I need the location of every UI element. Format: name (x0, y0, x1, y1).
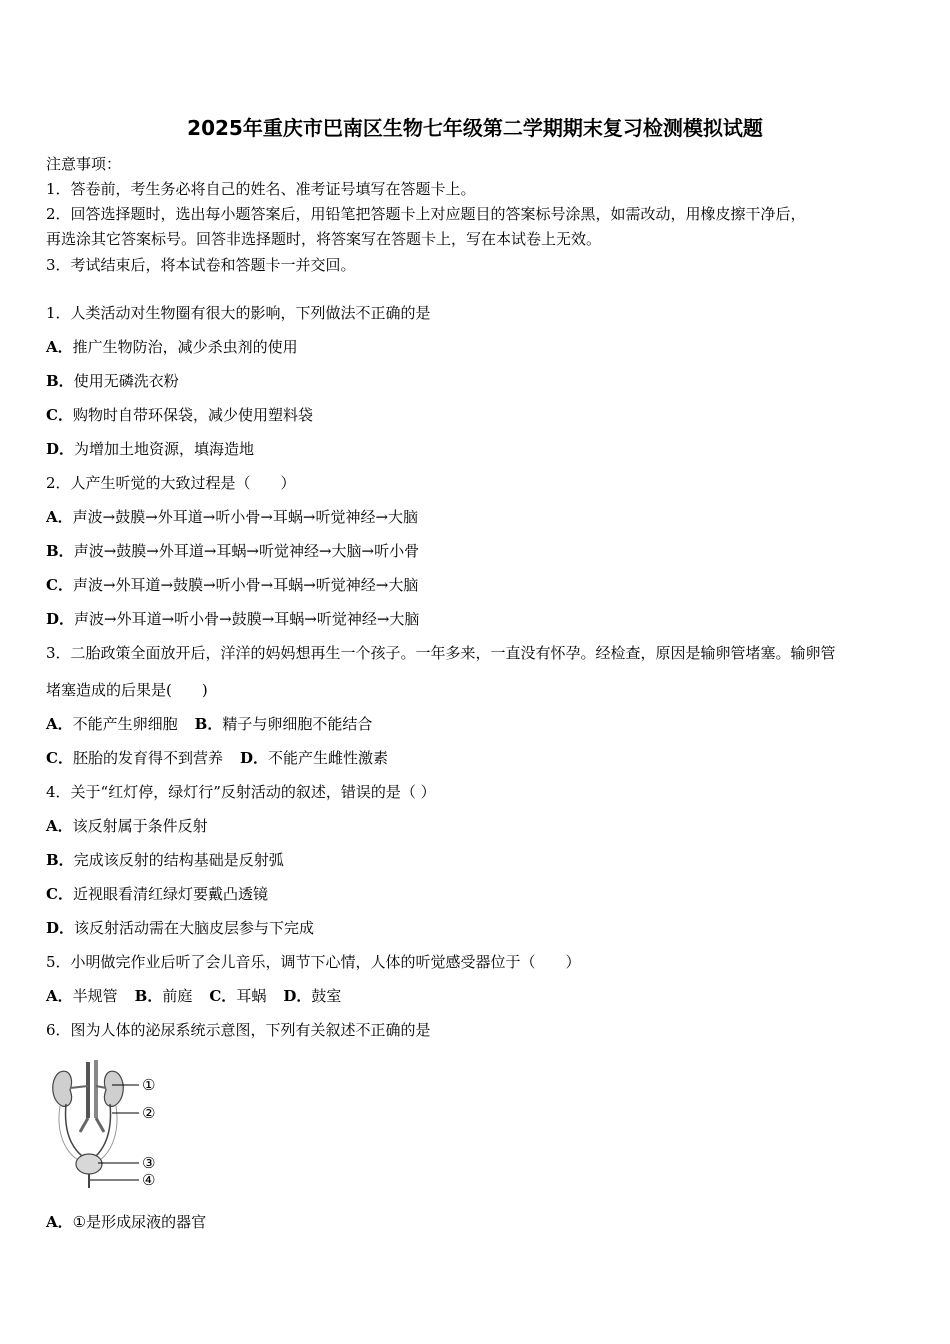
q1-option-c (46, 404, 313, 425)
option-letter: A． (46, 1213, 73, 1231)
option-text: 该反射活动需在大脑皮层参与下完成 (74, 919, 315, 937)
option-text: 前庭 (162, 987, 193, 1005)
question-3-stem-line-1: 3．二胎政策全面放开后，洋洋的妈妈想再生一个孩子。一年多来，一直没有怀孕。经检查，原因是输卵管堵塞。输卵管 (46, 644, 836, 662)
page-title: 2025年重庆市巴南区生物七年级第二学期期末复习检测模拟试题 (187, 116, 763, 140)
option-letter: D． (239, 749, 268, 767)
option-text: 推广生物防治，减少杀虫剂的使用 (72, 338, 298, 356)
option-letter: B． (134, 987, 163, 1005)
question-1-stem: 1．人类活动对生物圈有很大的影响，下列做法不正确的是 (46, 304, 431, 322)
label-4: ④ (142, 1171, 156, 1189)
option-text: 声波→鼓膜→外耳道→耳蜗→听觉神经→大脑→听小骨 (73, 542, 420, 560)
bladder (76, 1154, 102, 1174)
option-letter: A． (46, 715, 73, 733)
question-3-stem-line-2: 堵塞造成的后果是( ) (46, 681, 208, 699)
option-letter: B． (46, 542, 74, 560)
question-2-stem: 2．人产生听觉的大致过程是（ ） (46, 474, 296, 492)
blood-vessels (80, 1060, 104, 1132)
option-text: ①是形成尿液的器官 (72, 1213, 207, 1231)
kidney-right (104, 1071, 123, 1106)
notice-heading: 注意事项： (46, 155, 122, 173)
option-text: 精子与卵细胞不能结合 (222, 715, 373, 733)
option-text: 声波→鼓膜→外耳道→听小骨→耳蜗→听觉神经→大脑 (72, 508, 419, 526)
option-letter: A． (46, 987, 73, 1005)
option-text: 使用无磷洗衣粉 (73, 372, 179, 390)
option-text: 购物时自带环保袋，减少使用塑料袋 (72, 406, 313, 424)
option-text: 声波→外耳道→听小骨→鼓膜→耳蜗→听觉神经→大脑 (74, 610, 420, 628)
option-letter: D． (46, 440, 75, 458)
option-text: 该反射属于条件反射 (72, 817, 208, 835)
option-text: 鼓室 (311, 987, 342, 1005)
q1-option-a (46, 336, 298, 357)
question-6-stem: 6．图为人体的泌尿系统示意图，下列有关叙述不正确的是 (46, 1021, 431, 1039)
q2-option-a (46, 506, 418, 527)
option-text: 胚胎的发育得不到营养 (72, 749, 223, 767)
option-letter: B． (194, 715, 223, 733)
option-text: 不能产生卵细胞 (72, 715, 178, 733)
q2-option-d (46, 608, 419, 629)
option-letter: A． (46, 817, 73, 835)
q1-option-b (46, 370, 179, 391)
kidney-left (53, 1071, 72, 1106)
q4-option-a (46, 815, 208, 836)
option-letter: C． (209, 987, 237, 1005)
q6-option-a (46, 1211, 206, 1232)
option-letter: A． (46, 508, 73, 526)
urinary-system-diagram (46, 1056, 176, 1191)
option-letter: C． (46, 576, 73, 594)
label-1: ① (142, 1076, 156, 1094)
option-letter: C． (46, 749, 73, 767)
notice-line-2: 2．回答选择题时，选出每小题答案后，用铅笔把答题卡上对应题目的答案标号涂黑，如需改动，用橡皮擦干净后， (46, 205, 806, 223)
option-text: 为增加土地资源，填海造地 (74, 440, 255, 458)
option-text: 近视眼看清红绿灯要戴凸透镜 (72, 885, 268, 903)
q5-options (46, 985, 341, 1006)
option-text: 耳蜗 (236, 987, 267, 1005)
question-5-stem: 5．小明做完作业后听了会儿音乐，调节下心情，人体的听觉感受器位于（ ） (46, 953, 581, 971)
question-4-stem: 4．关于“红灯停，绿灯行”反射活动的叙述，错误的是（ ） (46, 783, 436, 801)
option-letter: D． (46, 610, 75, 628)
q4-option-d (46, 917, 314, 938)
option-letter: D． (46, 919, 75, 937)
label-3: ③ (142, 1154, 156, 1172)
option-letter: B． (46, 851, 74, 869)
option-letter: C． (46, 885, 73, 903)
option-letter: A． (46, 338, 73, 356)
option-letter: D． (283, 987, 312, 1005)
option-text: 半规管 (72, 987, 118, 1005)
q2-option-c (46, 574, 418, 595)
notice-line-1: 1．答卷前，考生务必将自己的姓名、准考证号填写在答题卡上。 (46, 180, 476, 198)
q3-options-ab (46, 713, 372, 734)
option-text: 不能产生雌性激素 (267, 749, 388, 767)
q4-option-b (46, 849, 284, 870)
notice-line-3: 再选涂其它答案标号。回答非选择题时，将答案写在答题卡上，写在本试卷上无效。 (46, 230, 602, 248)
label-2: ② (142, 1104, 156, 1122)
option-letter: B． (46, 372, 74, 390)
option-text: 声波→外耳道→鼓膜→听小骨→耳蜗→听觉神经→大脑 (72, 576, 419, 594)
q1-option-d (46, 438, 254, 459)
q4-option-c (46, 883, 268, 904)
option-letter: C． (46, 406, 73, 424)
q3-options-cd (46, 747, 388, 768)
notice-line-4: 3．考试结束后，将本试卷和答题卡一并交回。 (46, 256, 356, 274)
option-text: 完成该反射的结构基础是反射弧 (73, 851, 284, 869)
q2-option-b (46, 540, 419, 561)
